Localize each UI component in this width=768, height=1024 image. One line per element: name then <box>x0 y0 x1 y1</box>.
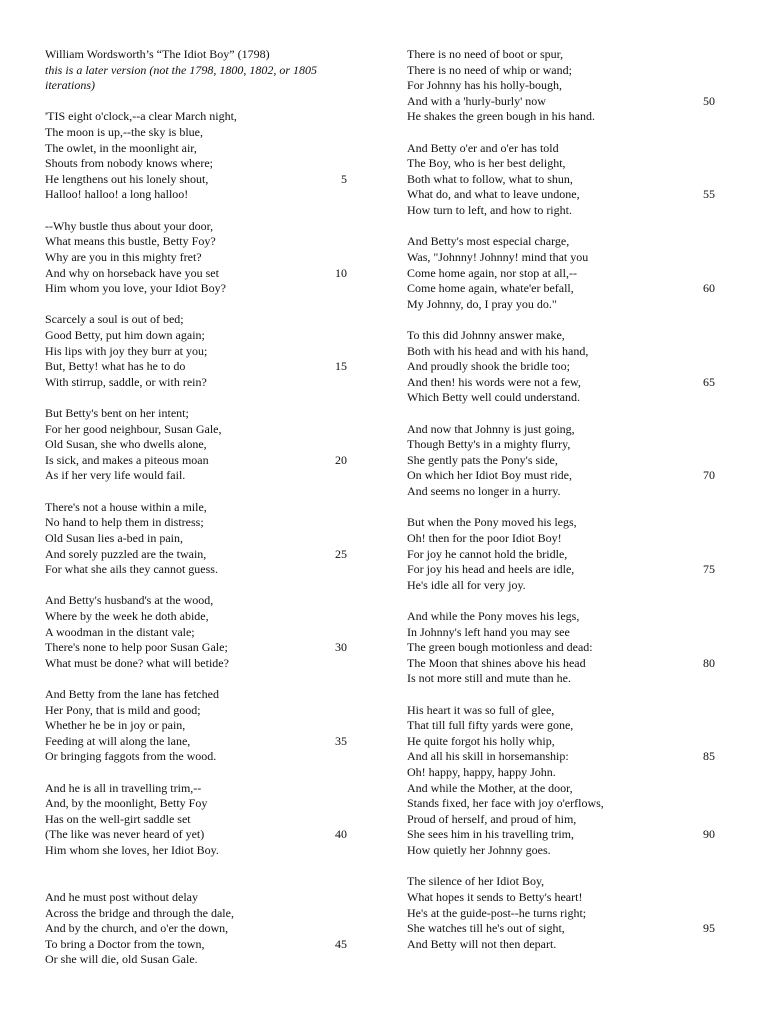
poem-line-text: For joy his head and heels are idle, <box>407 562 575 577</box>
poem-line <box>407 562 717 578</box>
poem-line <box>407 328 717 344</box>
poem-line <box>407 234 717 250</box>
poem-line <box>45 593 355 609</box>
poem-line <box>45 266 355 282</box>
poem-line-text: And seems no longer in a hurry. <box>407 484 561 499</box>
stanza-break <box>407 859 717 875</box>
poem-line-text: For what she ails they cannot guess. <box>45 562 218 577</box>
poem-line-text: Stands fixed, her face with joy o'erflows, <box>407 796 604 811</box>
poem-line-text: And while the Mother, at the door, <box>407 780 573 795</box>
line-number: 50 <box>703 93 715 108</box>
poem-line <box>45 687 355 703</box>
poem-line <box>45 141 355 157</box>
poem-line <box>45 749 355 765</box>
poem-line <box>407 827 717 843</box>
poem-line <box>45 843 355 859</box>
poem-line-text: He quite forgot his holly whip, <box>407 733 555 748</box>
line-number: 60 <box>703 281 715 296</box>
poem-line-text: Where by the week he doth abide, <box>45 608 209 623</box>
poem-line-text: And he is all in travelling trim,-- <box>45 780 202 795</box>
poem-line <box>45 453 355 469</box>
poem-line <box>407 266 717 282</box>
poem-line-text: There's none to help poor Susan Gale; <box>45 640 228 655</box>
line-number: 5 <box>341 171 347 186</box>
poem-line-text: Her Pony, that is mild and good; <box>45 702 201 717</box>
poem-line <box>45 812 355 828</box>
line-number: 20 <box>335 452 347 467</box>
poem-line-text: With stirrup, saddle, or with rein? <box>45 374 207 389</box>
poem-line-text: And he must post without delay <box>45 889 198 904</box>
poem-line <box>45 937 355 953</box>
poem-line <box>407 749 717 765</box>
poem-line-text: iterations) <box>45 78 95 93</box>
stanza-break <box>45 765 355 781</box>
poem-line <box>45 921 355 937</box>
poem-line-text: His lips with joy they burr at you; <box>45 343 208 358</box>
poem-line <box>45 344 355 360</box>
line-number: 85 <box>703 749 715 764</box>
poem-line <box>45 890 355 906</box>
poem-line-text: Oh! then for the poor Idiot Boy! <box>407 530 562 545</box>
line-number: 75 <box>703 562 715 577</box>
poem-line <box>45 437 355 453</box>
poem-line <box>45 78 355 94</box>
poem-line <box>407 703 717 719</box>
poem-line <box>407 250 717 266</box>
poem-line-text: Or she will die, old Susan Gale. <box>45 952 198 967</box>
poem-line <box>407 78 717 94</box>
poem-line <box>407 109 717 125</box>
poem-line <box>407 718 717 734</box>
poem-line <box>45 187 355 203</box>
poem-line-text: Has on the well-girt saddle set <box>45 811 191 826</box>
line-number: 65 <box>703 374 715 389</box>
poem-line-text: And proudly shook the bridle too; <box>407 359 570 374</box>
poem-line-text: But when the Pony moved his legs, <box>407 515 577 530</box>
poem-line-text: He shakes the green bough in his hand. <box>407 109 595 124</box>
poem-line <box>407 890 717 906</box>
poem-line <box>407 874 717 890</box>
line-number: 25 <box>335 546 347 561</box>
poem-line-text: The Moon that shines above his head <box>407 655 586 670</box>
poem-line <box>45 703 355 719</box>
poem-line-text: Both with his head and with his hand, <box>407 343 589 358</box>
poem-line <box>407 359 717 375</box>
poem-line <box>45 219 355 235</box>
poem-line-text: On which her Idiot Boy must ride, <box>407 468 572 483</box>
poem-line-text: And, by the moonlight, Betty Foy <box>45 796 208 811</box>
poem-line <box>45 172 355 188</box>
poem-line <box>45 281 355 297</box>
poem-line-text: There is no need of boot or spur, <box>407 47 564 61</box>
poem-line <box>407 47 717 63</box>
poem-line <box>407 625 717 641</box>
poem-line <box>45 796 355 812</box>
stanza-break <box>45 874 355 890</box>
poem-line-text: The silence of her Idiot Boy, <box>407 874 545 889</box>
poem-line <box>45 109 355 125</box>
poem-line <box>45 952 355 968</box>
poem-line <box>407 468 717 484</box>
poem-line-text: William Wordsworth’s “The Idiot Boy” (1798) <box>45 47 270 61</box>
poem-line-text: Oh! happy, happy, happy John. <box>407 765 556 780</box>
poem-line <box>45 250 355 266</box>
poem-line <box>45 375 355 391</box>
poem-line <box>407 578 717 594</box>
poem-line-text: And with a 'hurly-burly' now <box>407 93 546 108</box>
poem-line-text: To bring a Doctor from the town, <box>45 936 205 951</box>
poem-line <box>407 734 717 750</box>
poem-line-text: And Betty's most especial charge, <box>407 234 570 249</box>
poem-line-text: As if her very life would fail. <box>45 468 186 483</box>
poem-line-text: She watches till he's out of sight, <box>407 921 565 936</box>
poem-line-text: But, Betty! what has he to do <box>45 359 186 374</box>
poem-line-text: Him whom you love, your Idiot Boy? <box>45 281 226 296</box>
poem-line <box>407 375 717 391</box>
poem-line-text: And Betty from the lane has fetched <box>45 686 219 701</box>
poem-line-text: Is not more still and mute than he. <box>407 671 571 686</box>
line-number: 95 <box>703 921 715 936</box>
poem-line <box>45 562 355 578</box>
poem-line-text: Old Susan, she who dwells alone, <box>45 437 207 452</box>
poem-line <box>45 827 355 843</box>
poem-line <box>45 718 355 734</box>
poem-line <box>407 781 717 797</box>
poem-line <box>45 734 355 750</box>
poem-line-text: What hopes it sends to Betty's heart! <box>407 889 583 904</box>
poem-line <box>407 141 717 157</box>
poem-line-text: Or bringing faggots from the wood. <box>45 749 217 764</box>
poem-line <box>407 609 717 625</box>
poem-line-text: For Johnny has his holly-bough, <box>407 78 563 93</box>
poem-line-text: How quietly her Johnny goes. <box>407 843 551 858</box>
poem-line-text: Which Betty well could understand. <box>407 390 580 405</box>
poem-line-text: Though Betty's in a mighty flurry, <box>407 437 571 452</box>
poem-line-text: A woodman in the distant vale; <box>45 624 195 639</box>
poem-line <box>407 843 717 859</box>
right-column <box>407 47 717 952</box>
poem-line <box>407 547 717 563</box>
poem-line <box>407 515 717 531</box>
poem-line-text: Scarcely a soul is out of bed; <box>45 312 184 327</box>
poem-line <box>407 94 717 110</box>
poem-line-text: Why are you in this mighty fret? <box>45 249 202 264</box>
poem-line-text: (The like was never heard of yet) <box>45 827 205 842</box>
poem-line-text: He's idle all for very joy. <box>407 577 526 592</box>
poem-line-text: For her good neighbour, Susan Gale, <box>45 421 222 436</box>
poem-line-text: Old Susan lies a-bed in pain, <box>45 530 183 545</box>
stanza-break <box>407 593 717 609</box>
poem-line <box>407 422 717 438</box>
poem-line-text: The Boy, who is her best delight, <box>407 156 566 171</box>
stanza-break <box>45 671 355 687</box>
poem-line <box>407 671 717 687</box>
poem-line-text: Come home again, whate'er befall, <box>407 281 574 296</box>
poem-line <box>45 656 355 672</box>
poem-line-text: The moon is up,--the sky is blue, <box>45 125 203 140</box>
poem-line <box>45 312 355 328</box>
poem-line <box>45 906 355 922</box>
poem-line-text: Shouts from nobody knows where; <box>45 156 213 171</box>
poem-line <box>45 406 355 422</box>
stanza-break <box>45 484 355 500</box>
poem-line <box>407 297 717 313</box>
line-number: 35 <box>335 733 347 748</box>
poem-line-text: And all his skill in horsemanship: <box>407 749 569 764</box>
poem-line-text: What do, and what to leave undone, <box>407 187 580 202</box>
line-number: 10 <box>335 265 347 280</box>
poem-line <box>45 63 355 79</box>
poem-line-text: For joy he cannot hold the bridle, <box>407 546 568 561</box>
stanza-break <box>407 406 717 422</box>
stanza-break <box>45 203 355 219</box>
poem-line-text: Him whom she loves, her Idiot Boy. <box>45 843 219 858</box>
poem-line-text: this is a later version (not the 1798, 1800, 1802, or 1805 <box>45 62 317 77</box>
poem-line <box>407 906 717 922</box>
poem-line-text: Across the bridge and through the dale, <box>45 905 234 920</box>
line-number: 55 <box>703 187 715 202</box>
poem-line <box>45 359 355 375</box>
poem-line-text: And Betty o'er and o'er has told <box>407 140 559 155</box>
poem-line-text: 'TIS eight o'clock,--a clear March night, <box>45 109 237 124</box>
poem-line-text: The green bough motionless and dead: <box>407 640 593 655</box>
poem-line-text: No hand to help them in distress; <box>45 515 204 530</box>
stanza-break <box>407 219 717 235</box>
poem-line-text: Proud of herself, and proud of him, <box>407 811 577 826</box>
poem-line-text: My Johnny, do, I pray you do." <box>407 296 557 311</box>
poem-line <box>407 656 717 672</box>
poem-line <box>45 547 355 563</box>
poem-line-text: She gently pats the Pony's side, <box>407 452 558 467</box>
poem-line <box>407 172 717 188</box>
poem-line <box>45 640 355 656</box>
poem-line <box>45 500 355 516</box>
poem-line-text: Is sick, and makes a piteous moan <box>45 452 209 467</box>
poem-line-text: Good Betty, put him down again; <box>45 327 205 342</box>
poem-line <box>45 47 355 63</box>
poem-line-text: And now that Johnny is just going, <box>407 421 575 436</box>
poem-line-text: Come home again, nor stop at all,-- <box>407 265 577 280</box>
poem-line-text: What means this bustle, Betty Foy? <box>45 234 216 249</box>
poem-line <box>407 281 717 297</box>
poem-line <box>407 156 717 172</box>
poem-line-text: There's not a house within a mile, <box>45 499 207 514</box>
poem-line-text: What must be done? what will betide? <box>45 655 229 670</box>
line-number: 45 <box>335 936 347 951</box>
poem-line-text: And Betty will not then depart. <box>407 936 557 951</box>
poem-line <box>45 781 355 797</box>
poem-line <box>407 484 717 500</box>
stanza-break <box>407 500 717 516</box>
poem-line-text: To this did Johnny answer make, <box>407 327 565 342</box>
poem-line <box>407 921 717 937</box>
stanza-break <box>45 94 355 110</box>
poem-line-text: That till full fifty yards were gone, <box>407 718 574 733</box>
poem-line <box>407 203 717 219</box>
poem-line <box>407 390 717 406</box>
poem-line <box>407 453 717 469</box>
poem-line <box>407 187 717 203</box>
poem-line <box>407 437 717 453</box>
poem-line <box>45 234 355 250</box>
poem-line <box>407 796 717 812</box>
poem-line <box>407 640 717 656</box>
line-number: 80 <box>703 655 715 670</box>
stanza-break <box>45 578 355 594</box>
poem-line-text: Was, "Johnny! Johnny! mind that you <box>407 249 589 264</box>
line-number: 90 <box>703 827 715 842</box>
poem-line <box>407 63 717 79</box>
poem-line <box>407 937 717 953</box>
stanza-break <box>407 125 717 141</box>
line-number: 15 <box>335 359 347 374</box>
stanza-break <box>407 312 717 328</box>
poem-line <box>45 125 355 141</box>
line-number: 30 <box>335 640 347 655</box>
poem-line-text: He lengthens out his lonely shout, <box>45 171 209 186</box>
poem-line-text: And by the church, and o'er the down, <box>45 921 229 936</box>
poem-line-text: And then! his words were not a few, <box>407 374 581 389</box>
stanza-break <box>45 390 355 406</box>
poem-line-text: Feeding at will along the lane, <box>45 733 191 748</box>
poem-line-text: She sees him in his travelling trim, <box>407 827 574 842</box>
poem-line <box>45 531 355 547</box>
stanza-break <box>407 687 717 703</box>
poem-line <box>45 609 355 625</box>
poem-line <box>45 515 355 531</box>
poem-line-text: Halloo! halloo! a long halloo! <box>45 187 189 202</box>
poem-line <box>45 625 355 641</box>
poem-line-text: Both what to follow, what to shun, <box>407 171 573 186</box>
stanza-break <box>45 297 355 313</box>
poem-line-text: There is no need of whip or wand; <box>407 62 572 77</box>
poem-line-text: How turn to left, and how to right. <box>407 203 572 218</box>
line-number: 70 <box>703 468 715 483</box>
stanza-break <box>45 859 355 875</box>
poem-line <box>407 765 717 781</box>
poem-line <box>407 812 717 828</box>
poem-line <box>45 156 355 172</box>
left-column <box>45 47 355 968</box>
poem-line-text: And sorely puzzled are the twain, <box>45 546 207 561</box>
poem-line-text: The owlet, in the moonlight air, <box>45 140 197 155</box>
poem-line-text: --Why bustle thus about your door, <box>45 218 214 233</box>
line-number: 40 <box>335 827 347 842</box>
poem-line <box>407 531 717 547</box>
poem-line-text: Whether he be in joy or pain, <box>45 718 186 733</box>
poem-line <box>45 328 355 344</box>
poem-line-text: And while the Pony moves his legs, <box>407 608 580 623</box>
poem-line <box>45 468 355 484</box>
poem-line-text: His heart it was so full of glee, <box>407 702 555 717</box>
poem-line-text: And Betty's husband's at the wood, <box>45 593 214 608</box>
poem-line <box>407 344 717 360</box>
poem-line-text: And why on horseback have you set <box>45 265 219 280</box>
poem-line-text: But Betty's bent on her intent; <box>45 406 189 421</box>
poem-line-text: In Johnny's left hand you may see <box>407 624 570 639</box>
poem-line-text: He's at the guide-post--he turns right; <box>407 905 587 920</box>
poem-line <box>45 422 355 438</box>
